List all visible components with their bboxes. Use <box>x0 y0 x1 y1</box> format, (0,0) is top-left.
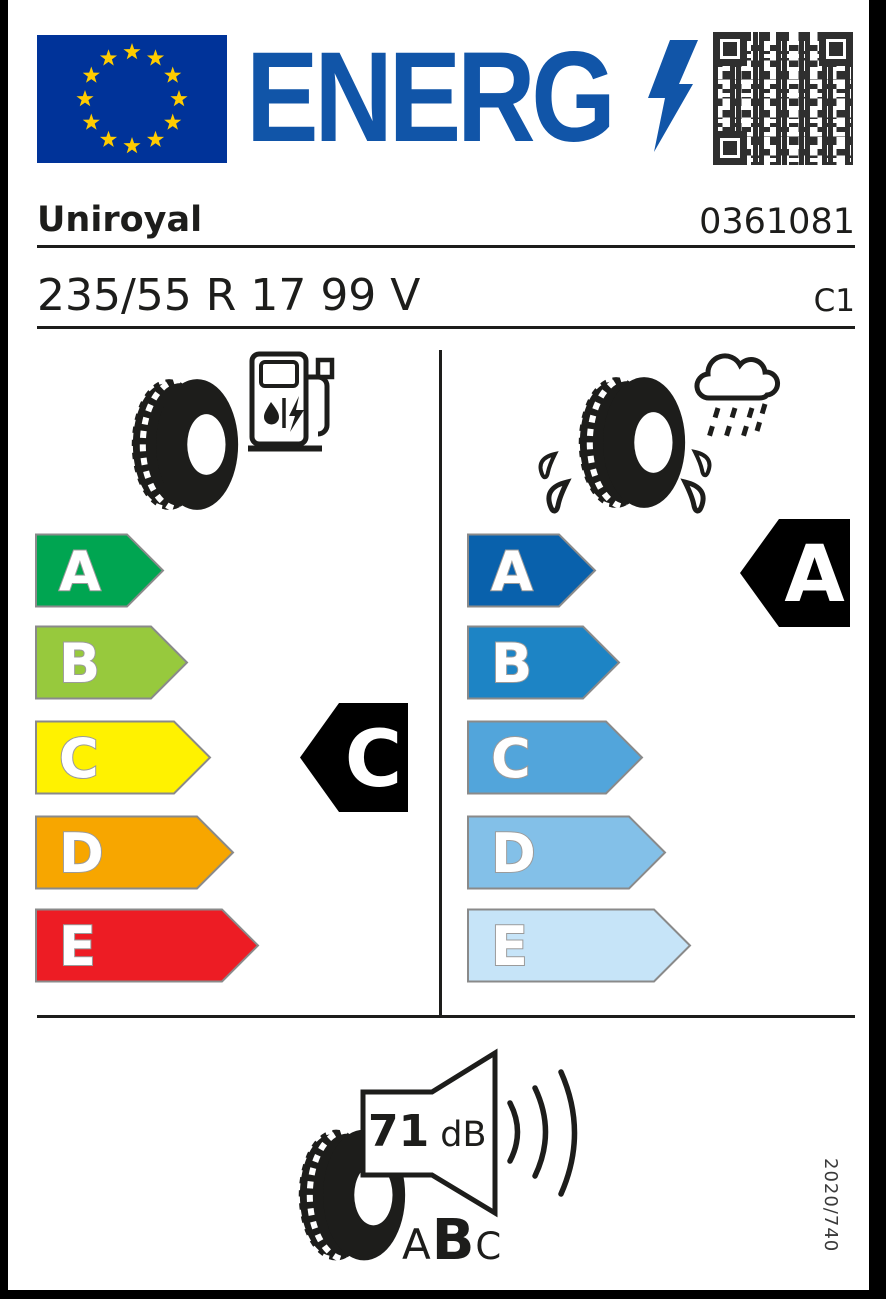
regulation-number: 2020/740 <box>820 1158 841 1253</box>
wet-grade-c-arrow <box>467 720 644 795</box>
qr-finder-bottom-left <box>713 131 747 165</box>
brand-name: Uniroyal <box>37 200 203 240</box>
fuel-grade-b-arrow <box>35 625 189 700</box>
svg-text:A: A <box>491 540 533 603</box>
qr-finder-top-right <box>819 32 853 66</box>
fuel-rating-arrow <box>298 701 410 814</box>
eu-flag-icon <box>37 35 227 163</box>
article-number: 0361081 <box>699 202 855 242</box>
sound-waves-icon <box>510 1072 575 1194</box>
svg-text:C: C <box>59 727 99 790</box>
label-border-bottom <box>0 1290 886 1299</box>
svg-text:C: C <box>344 715 403 805</box>
svg-text:B: B <box>59 632 101 695</box>
separator-line-1 <box>37 245 855 248</box>
svg-text:B: B <box>491 632 533 695</box>
separator-line-3 <box>37 1015 855 1018</box>
fuel-grade-e-arrow <box>35 908 260 983</box>
wet-rating-arrow <box>738 517 852 629</box>
noise-class-c: C <box>475 1225 502 1268</box>
svg-text:E: E <box>59 915 96 978</box>
fuel-tire-icon <box>128 372 240 517</box>
svg-text:D: D <box>491 822 536 885</box>
tyre-class: C1 <box>813 283 855 319</box>
svg-text:D: D <box>59 822 104 885</box>
fuel-grade-a-arrow <box>35 533 165 608</box>
wet-grade-a-arrow <box>467 533 597 608</box>
lightning-bolt-icon <box>648 40 698 152</box>
svg-text:C: C <box>491 727 531 790</box>
wet-grade-e-arrow <box>467 908 692 983</box>
fuel-grade-c-arrow <box>35 720 212 795</box>
noise-unit: dB <box>440 1115 487 1155</box>
label-border-right <box>869 0 886 1299</box>
separator-line-2 <box>37 326 855 329</box>
noise-class-a: A <box>402 1220 431 1269</box>
column-divider <box>439 350 442 1017</box>
wet-grade-d-arrow <box>467 815 667 890</box>
qr-finder-top-left <box>713 32 747 66</box>
fuel-grade-d-arrow <box>35 815 235 890</box>
svg-text:A: A <box>59 540 101 603</box>
noise-value: 71 <box>368 1106 430 1157</box>
energ-wordmark: ENERG <box>246 26 612 169</box>
noise-class-group <box>402 1208 502 1273</box>
fuel-pump-icon <box>248 350 340 452</box>
water-splash-icon <box>533 446 748 521</box>
label-border-left <box>0 0 8 1299</box>
wet-grade-b-arrow <box>467 625 621 700</box>
svg-text:A: A <box>784 530 845 620</box>
noise-class-b-selected: B <box>431 1208 475 1273</box>
qr-code <box>713 32 853 165</box>
noise-value-group <box>368 1106 486 1157</box>
svg-text:E: E <box>491 915 528 978</box>
tyre-dimension: 235/55 R 17 99 V <box>37 270 421 321</box>
